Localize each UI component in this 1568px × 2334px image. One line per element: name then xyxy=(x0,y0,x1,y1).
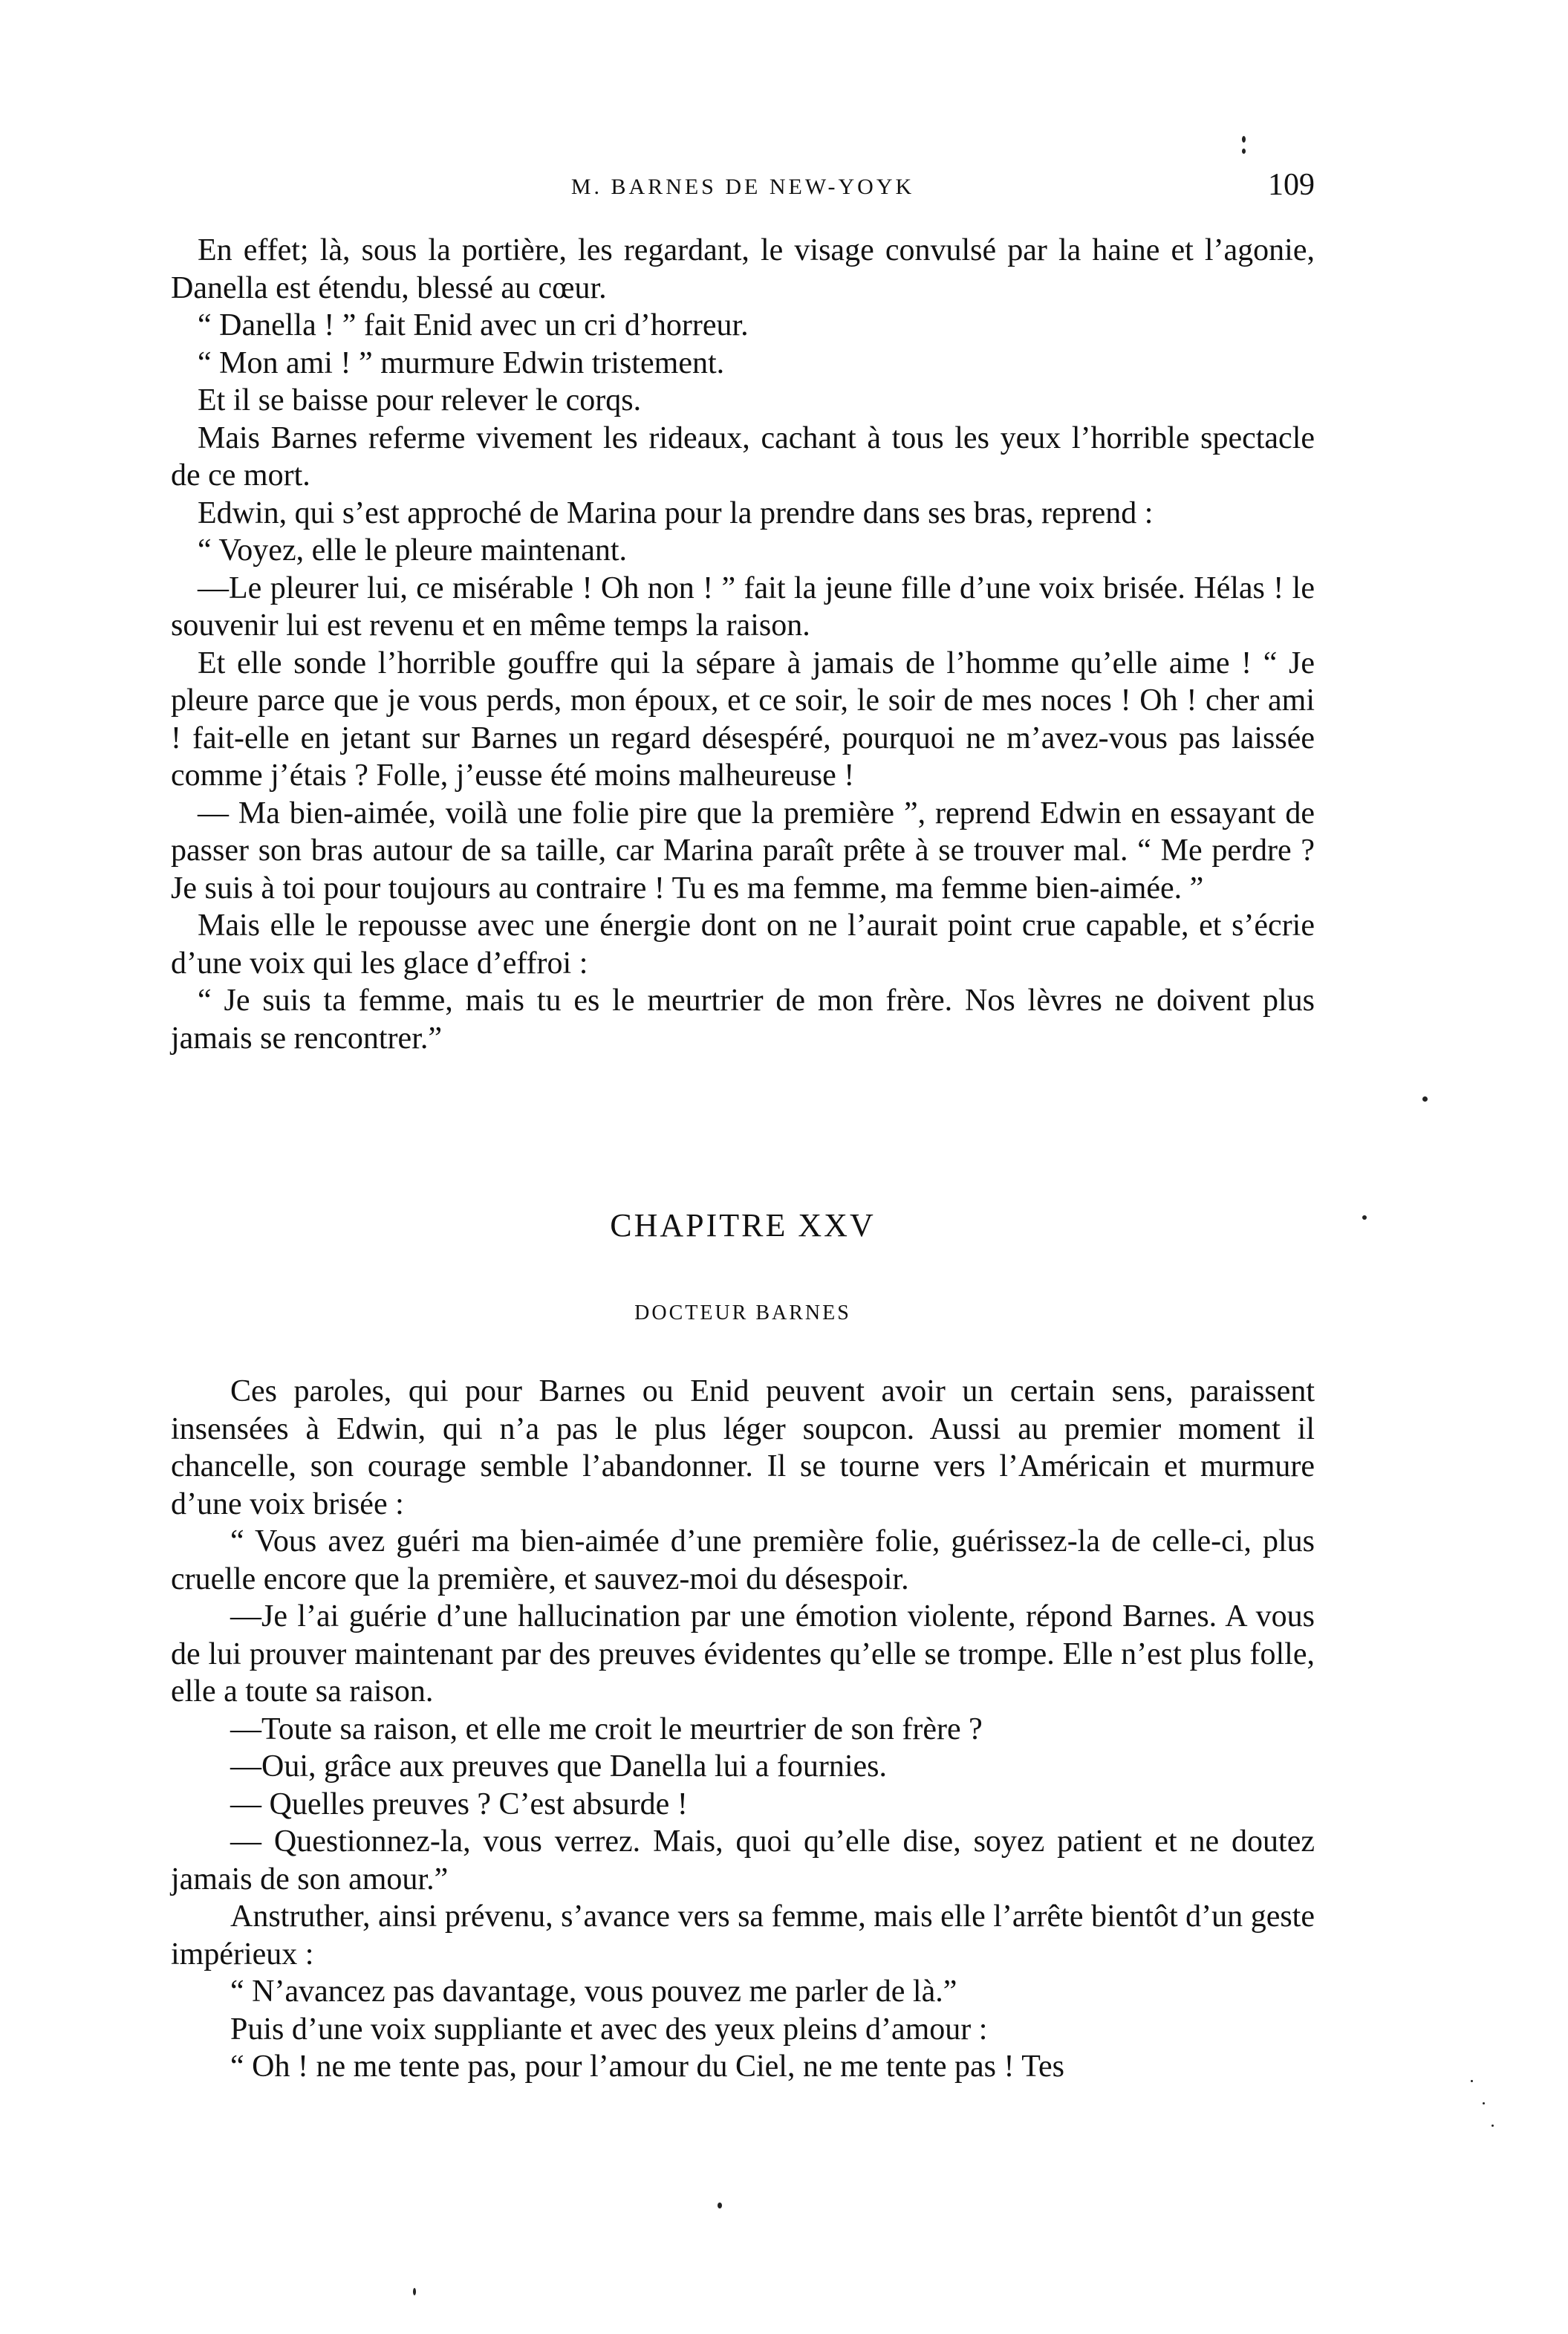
paragraph: —Je l’ai guérie d’une hallucination par une émotion violente, répond Barnes. A vous de lui prouver maintenant par des preuves évidentes qu’elle se trompe. Elle n’est plus folle, elle a toute sa raison. xyxy=(171,1599,1315,1709)
scan-speck xyxy=(718,2203,722,2208)
paragraph: —Oui, grâce aux preuves que Danella lui a fournies. xyxy=(230,1749,888,1784)
paragraph: —Le pleurer lui, ce misérable ! Oh non ! ” fait la jeune fille d’une voix brisée. Hélas ! le souvenir lui est revenu et en même temps la raison. xyxy=(171,571,1315,643)
paragraph: “ Vous avez guéri ma bien-aimée d’une première folie, guérissez-la de celle-ci, plus cruelle encore que la première, et sauvez-moi du désespoir. xyxy=(171,1524,1315,1596)
scan-speck xyxy=(1242,149,1246,154)
paragraph: “ Oh ! ne me tente pas, pour l’amour du Ciel, ne me tente pas ! Tes xyxy=(230,2049,1064,2084)
page-number: 109 xyxy=(1268,168,1315,202)
scan-speck xyxy=(1242,136,1246,143)
page-header xyxy=(171,167,1315,212)
paragraph: —Toute sa raison, et elle me croit le meurtrier de son frère ? xyxy=(230,1712,983,1746)
paragraph: “ Danella ! ” fait Enid avec un cri d’horreur. xyxy=(198,308,749,342)
paragraph: Mais elle le repousse avec une énergie dont on ne l’aurait point crue capable, et s’écrie d’une voix qui les glace d’effroi : xyxy=(171,908,1315,981)
paragraph: En effet; là, sous la portière, les regardant, le visage convulsé par la haine et l’agonie, Danella est étendu, blessé au cœur. xyxy=(171,233,1315,305)
scan-speck xyxy=(1491,2125,1494,2127)
paragraph: Et elle sonde l’horrible gouffre qui la sépare à jamais de l’homme qu’elle aime ! “ Je pleure parce que je vous perds, mon époux, et ce soir, le soir de mes noces ! Oh ! cher ami ! fait-elle en jetant sur Barnes un regard désespéré, pourquoi ne m’avez-vous pas laissée comme j’étais ? Folle, j’eusse été moins malheureuse ! xyxy=(171,646,1315,793)
text-section-chapter-body xyxy=(171,1373,1315,2086)
chapter-subtitle: DOCTEUR BARNES xyxy=(634,1301,851,1324)
paragraph: — Ma bien-aimée, voilà une folie pire que la première ”, reprend Edwin en essayant de passer son bras autour de sa taille, car Marina paraît prête à se trouver mal. “ Me perdre ? Je suis à toi pour toujours au contraire ! Tu es ma femme, ma femme bien-aimée. ” xyxy=(171,796,1315,906)
scan-speck xyxy=(1362,1215,1367,1220)
scan-speck xyxy=(413,2288,416,2295)
paragraph: — Quelles preuves ? C’est absurde ! xyxy=(230,1787,688,1821)
paragraph: Edwin, qui s’est approché de Marina pour la prendre dans ses bras, reprend : xyxy=(198,495,1154,530)
chapter-title: CHAPITRE XXV xyxy=(610,1207,876,1244)
text-section-before-chapter xyxy=(171,232,1315,1057)
scan-speck xyxy=(1422,1096,1428,1102)
paragraph: Et il se baisse pour relever le corqs. xyxy=(198,383,642,417)
scan-speck xyxy=(1483,2102,1485,2104)
paragraph: “ N’avancez pas davantage, vous pouvez me parler de là.” xyxy=(230,1974,957,2009)
paragraph: Anstruther, ainsi prévenu, s’avance vers sa femme, mais elle l’arrête bientôt d’un geste impérieux : xyxy=(171,1899,1315,1971)
paragraph: “ Je suis ta femme, mais tu es le meurtrier de mon frère. Nos lèvres ne doivent plus jamais se rencontrer.” xyxy=(171,984,1315,1056)
paragraph: Ces paroles, qui pour Barnes ou Enid peuvent avoir un certain sens, paraissent insensées à Edwin, qui n’a pas le plus léger soupcon. Aussi au premier moment il chancelle, son courage semble l’abandonner. Il se tourne vers l’Américain et murmure d’une voix brisée : xyxy=(171,1374,1315,1521)
paragraph: “ Voyez, elle le pleure maintenant. xyxy=(198,533,628,568)
paragraph: “ Mon ami ! ” murmure Edwin tristement. xyxy=(198,345,725,380)
scan-speck xyxy=(1471,2080,1473,2082)
paragraph: Puis d’une voix suppliante et avec des yeux pleins d’amour : xyxy=(230,2012,988,2047)
paragraph: — Questionnez-la, vous verrez. Mais, quoi qu’elle dise, soyez patient et ne doutez jamais de son amour.” xyxy=(171,1824,1315,1896)
running-head: M. BARNES DE NEW-YOYK xyxy=(570,175,915,199)
paragraph: Mais Barnes referme vivement les rideaux, cachant à tous les yeux l’horrible spectacle de ce mort. xyxy=(171,420,1315,493)
